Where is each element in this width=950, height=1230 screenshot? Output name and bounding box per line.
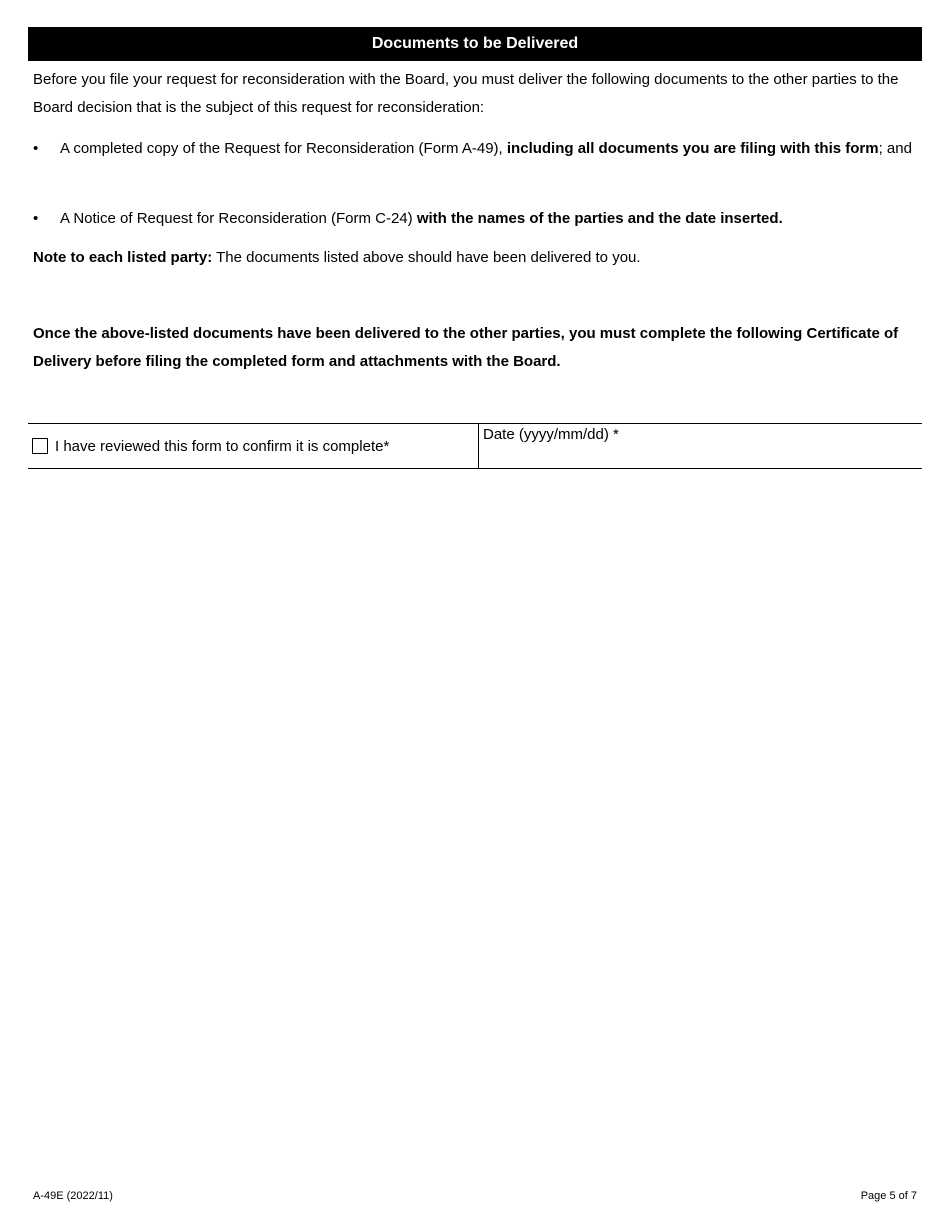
section-title: Documents to be Delivered bbox=[371, 35, 579, 52]
review-checkbox[interactable] bbox=[32, 438, 48, 454]
note-text: The documents listed above should have been delivered to you. bbox=[212, 249, 641, 266]
required-marker: * bbox=[608, 426, 619, 443]
date-field[interactable] bbox=[479, 424, 922, 468]
bullet-text-after: ; and bbox=[878, 140, 912, 157]
required-marker: * bbox=[383, 437, 390, 455]
bullet-text: A Notice of Request for Reconsideration (Form C-24) bbox=[60, 210, 417, 227]
bullet-icon: • bbox=[33, 140, 39, 157]
bullet-text: A completed copy of the Request for Reconsideration (Form A-49), bbox=[60, 140, 507, 157]
note-label: Note to each listed party: bbox=[33, 249, 213, 266]
section-header bbox=[28, 27, 922, 61]
note-paragraph bbox=[33, 244, 918, 272]
instruction-paragraph: Once the above-listed documents have been delivered to the other parties, you must complete the following Certificate of Delivery before filing the completed form and attachments with the Board. bbox=[33, 325, 899, 370]
review-checkbox-label: I have reviewed this form to confirm it is complete bbox=[55, 437, 384, 455]
bullet-bold-text: with the names of the parties and the date inserted. bbox=[416, 210, 783, 227]
date-label: Date (yyyy/mm/dd) bbox=[483, 426, 609, 443]
certificate-table bbox=[28, 423, 922, 469]
bullet-icon: • bbox=[33, 210, 39, 227]
review-cell bbox=[28, 424, 479, 468]
bullet-bold-text: including all documents you are filing with this form bbox=[506, 140, 879, 157]
page-number: Page 5 of 7 bbox=[860, 1190, 917, 1202]
intro-paragraph: Before you file your request for reconsideration with the Board, you must deliver the following documents to the other parties to the Board decision that is the subject of this request for reconsideration: bbox=[33, 71, 899, 116]
form-id: A-49E (2022/11) bbox=[33, 1190, 113, 1202]
